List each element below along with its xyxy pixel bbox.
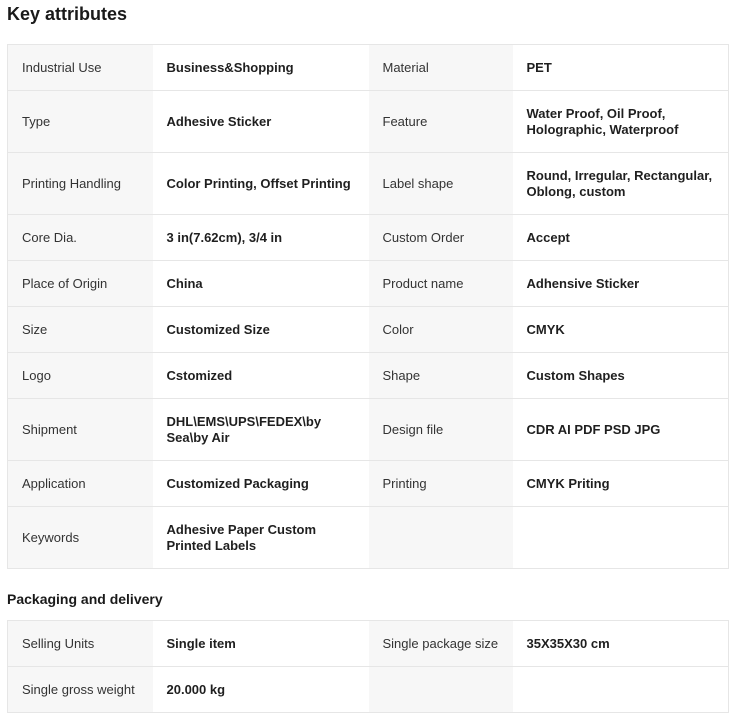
attribute-label: Material <box>369 45 513 91</box>
attribute-value: Adhensive Sticker <box>513 261 729 307</box>
attribute-label: Shipment <box>8 399 153 461</box>
packaging-table <box>7 620 729 713</box>
table-row <box>8 667 729 713</box>
attribute-label: Type <box>8 91 153 153</box>
attribute-label: Color <box>369 307 513 353</box>
attribute-label: Keywords <box>8 507 153 569</box>
attribute-value <box>513 667 729 713</box>
attribute-label: Place of Origin <box>8 261 153 307</box>
attribute-value: CMYK Priting <box>513 461 729 507</box>
attribute-label: Industrial Use <box>8 45 153 91</box>
attribute-value: 20.000 kg <box>153 667 369 713</box>
table-row <box>8 45 729 91</box>
attribute-label: Label shape <box>369 153 513 215</box>
attribute-value: Adhesive Paper Custom Printed Labels <box>153 507 369 569</box>
attribute-label: Size <box>8 307 153 353</box>
packaging-heading: Packaging and delivery <box>7 591 163 607</box>
attribute-label: Design file <box>369 399 513 461</box>
attribute-label <box>369 667 513 713</box>
attribute-label: Single package size <box>369 621 513 667</box>
table-row <box>8 307 729 353</box>
attribute-value: Business&Shopping <box>153 45 369 91</box>
attribute-value: Cstomized <box>153 353 369 399</box>
attribute-value: CMYK <box>513 307 729 353</box>
attribute-label: Printing <box>369 461 513 507</box>
key-attributes-heading: Key attributes <box>7 4 128 24</box>
table-row <box>8 507 729 569</box>
attribute-value: 3 in(7.62cm), 3/4 in <box>153 215 369 261</box>
attribute-value: Water Proof, Oil Proof, Holographic, Waterproof <box>513 91 729 153</box>
table-row <box>8 461 729 507</box>
attribute-value: Custom Shapes <box>513 353 729 399</box>
attribute-label: Product name <box>369 261 513 307</box>
attribute-value: Accept <box>513 215 729 261</box>
table-row <box>8 261 729 307</box>
attribute-value: CDR AI PDF PSD JPG <box>513 399 729 461</box>
attribute-value: PET <box>513 45 729 91</box>
attribute-value: 35X35X30 cm <box>513 621 729 667</box>
attribute-value: DHL\EMS\UPS\FEDEX\by Sea\by Air <box>153 399 369 461</box>
table-row <box>8 399 729 461</box>
attribute-label: Application <box>8 461 153 507</box>
attribute-label: Printing Handling <box>8 153 153 215</box>
attribute-label: Feature <box>369 91 513 153</box>
key-attributes-table <box>7 44 729 569</box>
attribute-label: Core Dia. <box>8 215 153 261</box>
attribute-label: Shape <box>369 353 513 399</box>
attribute-value: Color Printing, Offset Printing <box>153 153 369 215</box>
attribute-value: Adhesive Sticker <box>153 91 369 153</box>
table-row <box>8 91 729 153</box>
table-row <box>8 621 729 667</box>
table-row <box>8 153 729 215</box>
table-row <box>8 215 729 261</box>
attribute-value: Round, Irregular, Rectangular, Oblong, custom <box>513 153 729 215</box>
attribute-value <box>513 507 729 569</box>
attribute-value: China <box>153 261 369 307</box>
attribute-value: Customized Packaging <box>153 461 369 507</box>
attribute-label: Single gross weight <box>8 667 153 713</box>
table-row <box>8 353 729 399</box>
attribute-label: Custom Order <box>369 215 513 261</box>
attribute-value: Customized Size <box>153 307 369 353</box>
attribute-value: Single item <box>153 621 369 667</box>
attribute-label: Selling Units <box>8 621 153 667</box>
attribute-label <box>369 507 513 569</box>
attribute-label: Logo <box>8 353 153 399</box>
